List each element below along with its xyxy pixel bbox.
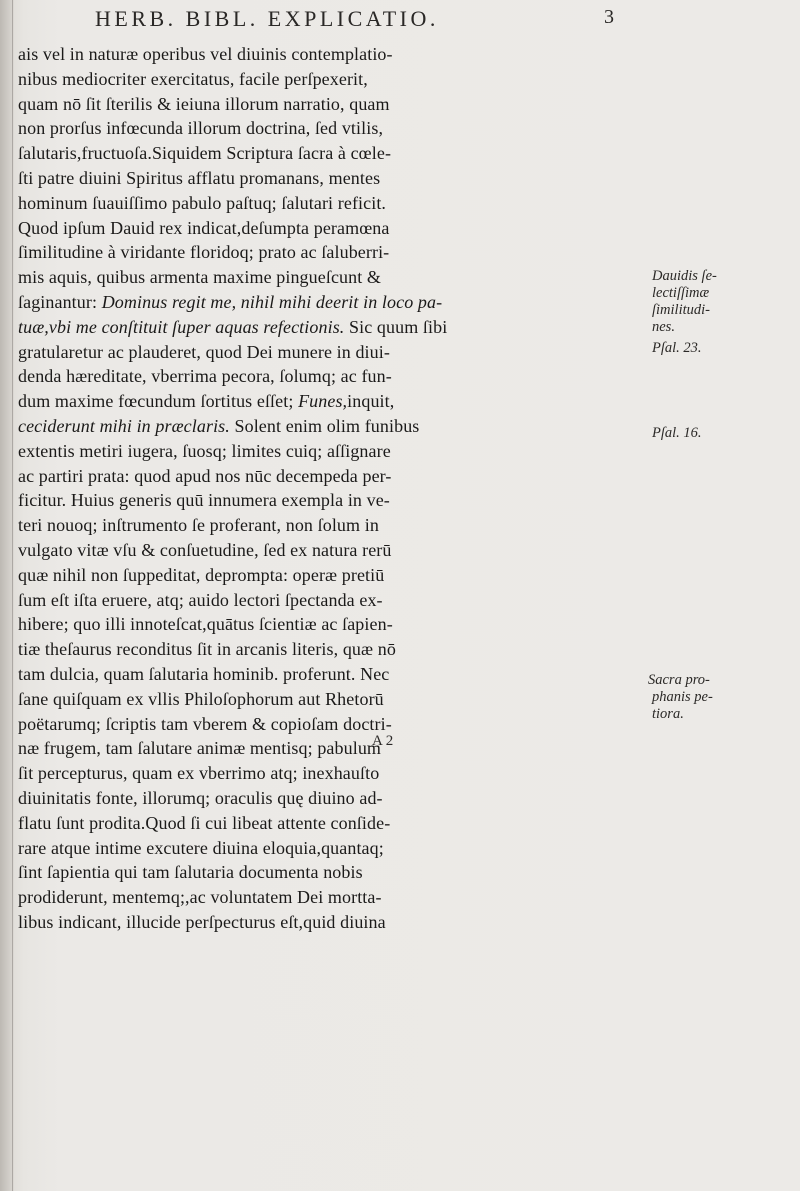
text-line: nibus mediocriter exercitatus, facile perſpexerit, bbox=[18, 68, 368, 89]
text-line: denda hæreditate, vberrima pecora, ſolumq; ac fun- bbox=[18, 366, 392, 387]
text-line: non prorſus infœcunda illorum doctrina, ſed vtilis, bbox=[18, 118, 384, 139]
text-line: ſti patre diuini Spiritus afflatu promanans, mentes bbox=[18, 167, 381, 188]
text-line: ſum eſt iſta eruere, atq; auido lectori ſpectanda ex- bbox=[18, 589, 383, 610]
text-line: ſane quiſquam ex vllis Philoſophorum aut Rhetorū bbox=[18, 688, 384, 709]
text-line: prodiderunt, mentemq;,ac voluntatem Dei mortta- bbox=[18, 887, 382, 908]
margin-note: Dauidis ſe- bbox=[652, 268, 717, 284]
text-fragment: Sic quum ſibi bbox=[349, 316, 448, 337]
margin-note: Pſal. 23. bbox=[652, 340, 702, 356]
text-line: quam nō ſit ſterilis & ieiuna illorum narratio, quam bbox=[18, 93, 390, 114]
margin-note: ſimilitudi- bbox=[652, 302, 710, 318]
text-line: vulgato vitæ vſu & conſuetudine, ſed ex natura rerū bbox=[18, 539, 392, 560]
signature-mark: A 2 bbox=[372, 733, 394, 749]
page-number: 3 bbox=[604, 6, 614, 28]
text-line: libus indicant, illucide perſpecturus eſt,quid diuina bbox=[18, 911, 386, 932]
margin-note: Pſal. 16. bbox=[652, 425, 702, 441]
text-line: tam dulcia, quam ſalutaria hominib. proferunt. Nec bbox=[18, 663, 390, 684]
text-line: poëtarumq; ſcriptis tam vberem & copioſam doctri- bbox=[18, 713, 392, 734]
text-line: rare atque intime excutere diuina eloquia,quantaq; bbox=[18, 837, 384, 858]
text-line: ac partiri prata: quod apud nos nūc decempeda per- bbox=[18, 465, 392, 486]
text-fragment: ſaginantur: bbox=[18, 291, 98, 312]
text-line: ſint ſapientia qui tam ſalutaria documenta nobis bbox=[18, 862, 363, 883]
text-line: mis aquis, quibus armenta maxime pingueſcunt & bbox=[18, 267, 382, 288]
text-fragment: inquit, bbox=[347, 391, 395, 412]
psalm-quote: tuæ,vbi me conſtituit ſuper aquas refectionis. bbox=[18, 316, 345, 337]
margin-note: phanis pe- bbox=[652, 689, 713, 705]
text-line: hibere; quo illi innoteſcat,quātus ſcientiæ ac ſapien- bbox=[18, 614, 393, 635]
text-line: ſit percepturus, quam ex vberrimo atq; inexhauſto bbox=[18, 763, 380, 784]
text-line: næ frugem, tam ſalutare animæ mentisq; pabulum bbox=[18, 738, 382, 759]
text-line: Quod ipſum Dauid rex indicat,deſumpta peramœna bbox=[18, 217, 390, 238]
psalm-quote: ceciderunt mihi in præclaris. bbox=[18, 415, 230, 436]
text-line: ſalutaris,fructuoſa.Siquidem Scriptura ſacra à cœle- bbox=[18, 143, 392, 164]
psalm-quote: Funes, bbox=[298, 391, 348, 412]
text-line: hominum ſuauiſſimo pabulo paſtuq; ſalutari reficit. bbox=[18, 192, 387, 213]
margin-note: Sacra pro- bbox=[648, 672, 710, 688]
text-fragment: dum maxime fœcundum ſortitus eſſet; bbox=[18, 391, 294, 412]
text-line: ſimilitudine à viridante floridoq; prato ac ſaluberri- bbox=[18, 242, 390, 263]
margin-note: tiora. bbox=[652, 706, 684, 722]
margin-note: nes. bbox=[652, 319, 675, 335]
margin-note: lectiſſimæ bbox=[652, 285, 710, 301]
text-line: quæ nihil non ſuppeditat, deprompta: operæ pretiū bbox=[18, 564, 385, 585]
text-line: teri nouoq; inſtrumento ſe proferant, non ſolum in bbox=[18, 515, 379, 536]
psalm-quote: Dominus regit me, nihil mihi deerit in loco pa- bbox=[101, 291, 443, 312]
text-line: gratularetur ac plauderet, quod Dei munere in diui- bbox=[18, 341, 390, 362]
text-line: ficitur. Huius generis quū innumera exempla in ve- bbox=[18, 490, 390, 511]
text-fragment: Solent enim olim funibus bbox=[234, 415, 420, 436]
text-line: diuinitatis fonte, illorumq; oraculis quę diuino ad- bbox=[18, 787, 383, 808]
running-title: HERB. BIBL. EXPLICATIO. bbox=[95, 6, 439, 31]
text-line: flatu ſunt prodita.Quod ſi cui libeat attente conſide- bbox=[18, 812, 391, 833]
text-line: extentis metiri iugera, ſuosq; limites cuiq; aſſignare bbox=[18, 440, 391, 461]
text-line: tiæ theſaurus reconditus ſit in arcanis literis, quæ nō bbox=[18, 639, 396, 660]
text-line: ais vel in naturæ operibus vel diuinis contemplatio- bbox=[18, 44, 393, 64]
